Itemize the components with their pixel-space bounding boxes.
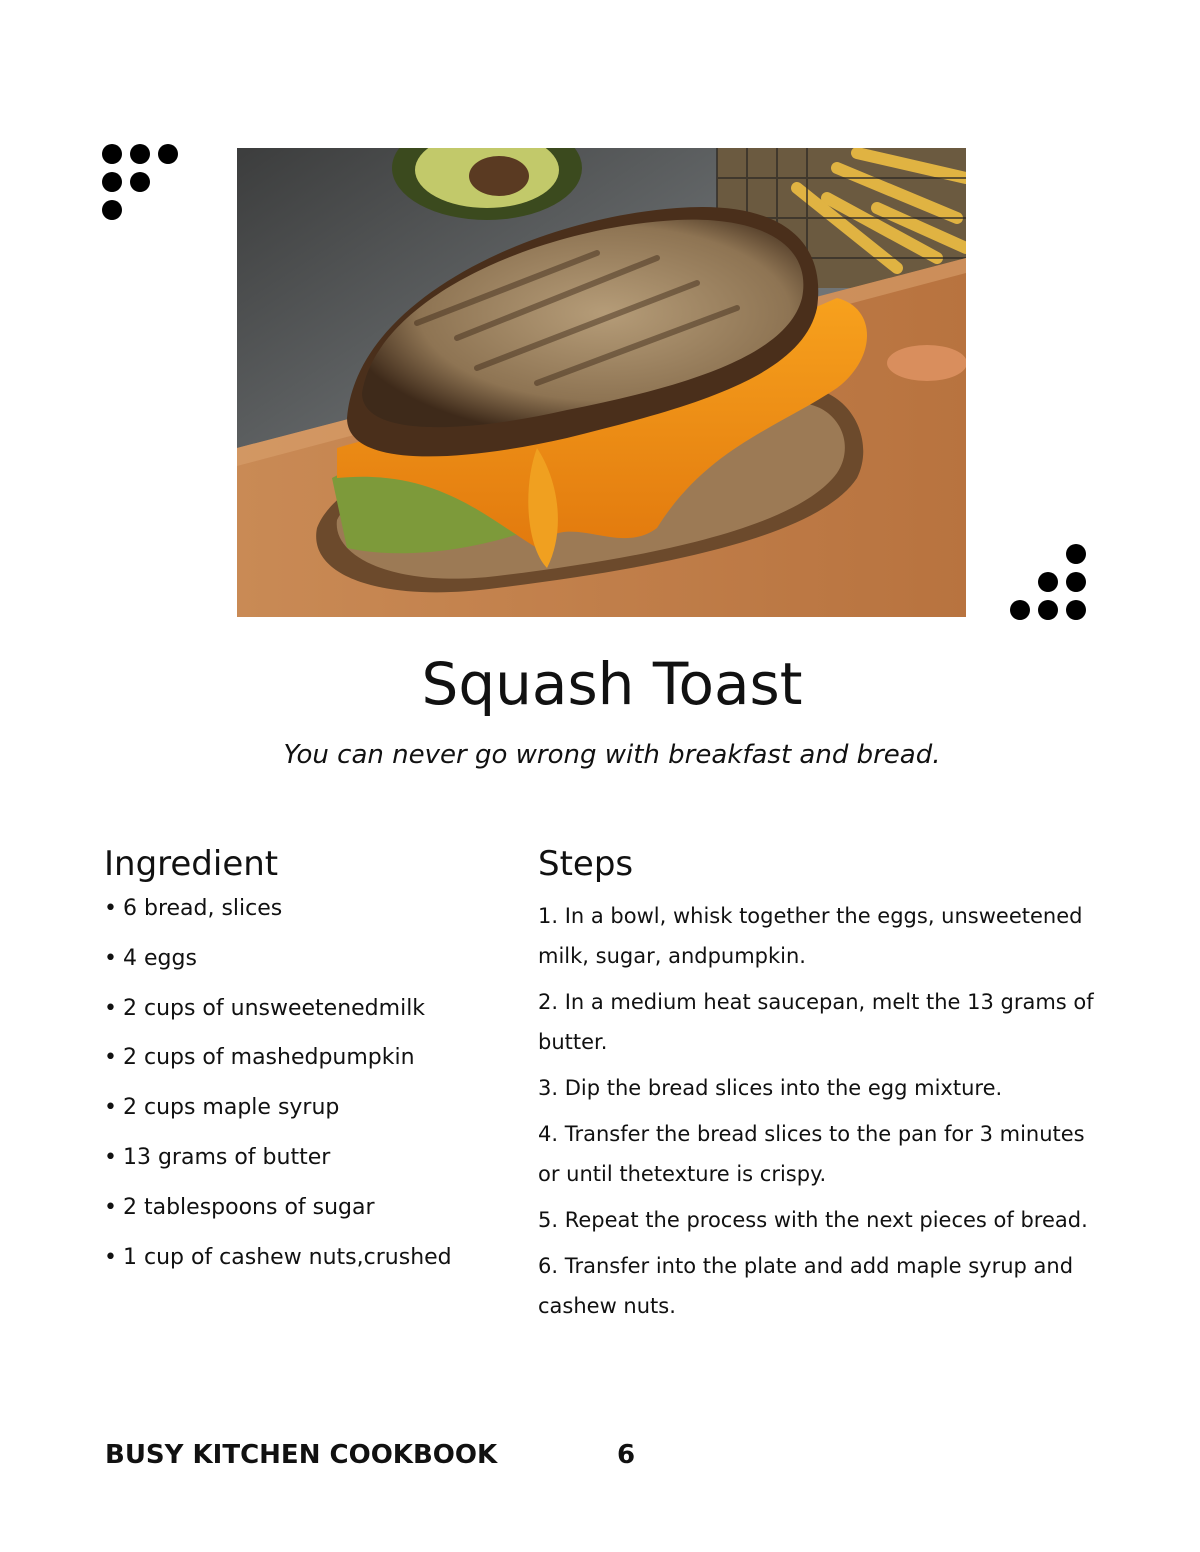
dot [1066,544,1086,564]
dot [102,144,122,164]
bullet: • [104,1045,117,1071]
footer-book-title: BUSY KITCHEN COOKBOOK [105,1440,498,1470]
bullet: • [104,896,117,921]
ingredient-text: 13 grams of butter [122,1144,331,1170]
bullet: • [104,1095,117,1121]
step-item: 1. In a bowl, whisk together the eggs, unsweetened milk, sugar, andpumpkin. [538,904,1083,968]
ingredient-item [104,1245,504,1295]
ingredients-section [104,844,504,1294]
dot-grid-icon [102,144,182,224]
dot [1066,572,1086,592]
ingredients-heading: Ingredient [104,844,279,884]
bullet: • [104,1194,117,1220]
ingredient-text: 2 cups of unsweetenedmilk [122,995,426,1021]
recipe-subtitle: You can never go wrong with breakfast and bread. [283,740,941,770]
ingredient-text: 6 bread, slices [122,896,283,921]
steps-section [538,844,1138,1332]
step-item: 3. Dip the bread slices into the egg mixture. [538,1076,1003,1100]
dot [102,200,122,220]
ingredient-text: 1 cup of cashew nuts,crushed [122,1244,452,1270]
recipe-photo [237,148,966,617]
ingredient-item [104,896,504,946]
ingredient-item [104,1195,504,1245]
step-item: 4. Transfer the bread slices to the pan for 3 minutes or until thetexture is crispy. [538,1122,1085,1186]
ingredients-list [104,896,504,1294]
ingredient-item [104,1145,504,1195]
bullet: • [104,1244,117,1270]
bullet: • [104,945,117,971]
dot [102,172,122,192]
ingredient-text: 2 cups maple syrup [122,1095,340,1121]
ingredient-text: 2 tablespoons of sugar [122,1194,375,1220]
bullet: • [104,1144,117,1170]
recipe-title: Squash Toast [421,650,803,718]
ingredient-item [104,996,504,1046]
step-item: 5. Repeat the process with the next pieces of bread. [538,1208,1088,1232]
dot [130,144,150,164]
toast-sandwich-illustration [237,148,966,617]
dot [1038,600,1058,620]
dot-grid-icon [1010,544,1090,624]
step-item: 6. Transfer into the plate and add maple syrup and cashew nuts. [538,1254,1074,1318]
step-item: 2. In a medium heat saucepan, melt the 13 grams of butter. [538,990,1094,1054]
steps-list [538,896,1138,1326]
ingredient-item [104,946,504,996]
dot [158,144,178,164]
page-number: 6 [617,1440,636,1470]
dot [1038,572,1058,592]
ingredient-item [104,1045,504,1095]
dot [1010,600,1030,620]
ingredient-text: 4 eggs [122,945,197,971]
ingredient-text: 2 cups of mashedpumpkin [122,1045,415,1071]
dot [130,172,150,192]
ingredient-item [104,1095,504,1145]
dot [1066,600,1086,620]
steps-heading: Steps [538,844,634,884]
bullet: • [104,995,117,1021]
